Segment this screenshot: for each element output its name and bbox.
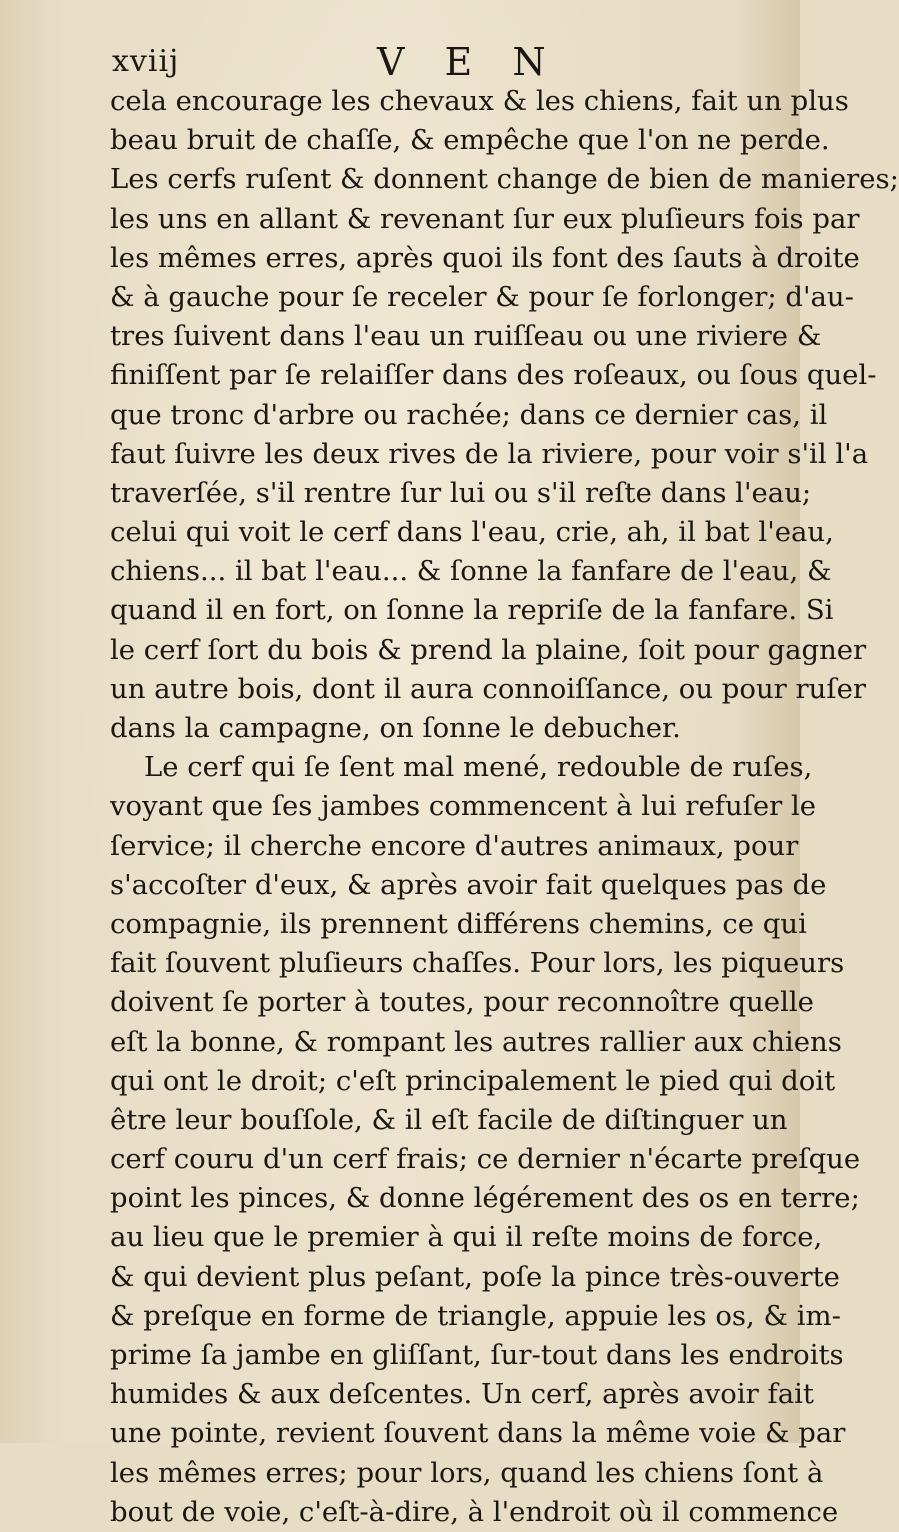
text-line: faut ſuivre les deux rives de la riviere, pour voir s'il l'a bbox=[110, 437, 869, 470]
text-line: que tronc d'arbre ou rachée; dans ce dernier cas, il bbox=[110, 398, 828, 431]
text-line: traverſée, s'il rentre ſur lui ou s'il reſte dans l'eau; bbox=[110, 476, 812, 509]
text-line: & à gauche pour ſe receler & pour ſe forlonger; d'au- bbox=[110, 280, 854, 313]
running-head: V E N bbox=[377, 40, 560, 84]
text-line: & qui devient plus peſant, poſe la pince très-ouverte bbox=[110, 1260, 840, 1293]
page-number: xviij bbox=[112, 44, 180, 79]
text-line: fait ſouvent pluſieurs chaſſes. Pour lors, les piqueurs bbox=[110, 947, 845, 980]
text-line: un autre bois, dont il aura connoiſſance, ou pour ruſer bbox=[110, 672, 866, 705]
text-line: & preſque en forme de triangle, appuie les os, & im- bbox=[110, 1299, 841, 1332]
text-line: doivent ſe porter à toutes, pour reconnoître quelle bbox=[110, 986, 814, 1019]
text-line: tres ſuivent dans l'eau un ruiſſeau ou une riviere & bbox=[110, 320, 822, 353]
text-line: voyant que ſes jambes commencent à lui refuſer le bbox=[110, 790, 817, 823]
text-line: Les cerfs ruſent & donnent change de bien de manieres; bbox=[110, 163, 899, 196]
text-line: celui qui voit le cerf dans l'eau, crie, ah, il bat l'eau, bbox=[110, 516, 834, 549]
paragraph-end-line: dans la campagne, on ſonne le debucher. bbox=[110, 712, 681, 744]
text-line: une pointe, revient ſouvent dans la même voie & par bbox=[110, 1417, 846, 1450]
text-line: être leur bouſſole, & il eſt facile de diſtinguer un bbox=[110, 1103, 788, 1136]
text-line: eſt la bonne, & rompant les autres rallier aux chiens bbox=[110, 1025, 842, 1058]
text-line: qui ont le droit; c'eſt principalement le pied qui doit bbox=[110, 1064, 836, 1097]
text-line: le cerf ſort du bois & prend la plaine, ſoit pour gagner bbox=[110, 633, 867, 666]
text-line: compagnie, ils prennent différens chemins, ce qui bbox=[110, 907, 807, 940]
text-line: humides & aux deſcentes. Un cerf, après avoir fait bbox=[110, 1378, 814, 1411]
text-line: les mêmes erres, après quoi ils font des ſauts à droite bbox=[110, 241, 860, 274]
text-line: cerf couru d'un cerf frais; ce dernier n'écarte preſque bbox=[110, 1143, 861, 1176]
text-line: cela encourage les chevaux & les chiens, fait un plus bbox=[110, 85, 849, 117]
text-line: les uns en allant & revenant ſur eux pluſieurs fois par bbox=[110, 202, 860, 235]
text-line: finiſſent par ſe relaiſſer dans des roſeaux, ou ſous quel- bbox=[110, 359, 877, 392]
text-line: chiens... il bat l'eau... & ſonne la fanfare de l'eau, & bbox=[110, 555, 832, 588]
text-line: beau bruit de chaſſe, & empêche que l'on ne perde. bbox=[110, 124, 830, 157]
text-line: point les pinces, & donne légérement des os en terre; bbox=[110, 1182, 860, 1215]
text-line: les mêmes erres; pour lors, quand les chiens ſont à bbox=[110, 1456, 824, 1489]
page-header bbox=[112, 40, 732, 84]
text-line: ſervice; il cherche encore d'autres animaux, pour bbox=[110, 829, 799, 862]
text-line: au lieu que le premier à qui il reſte moins de force, bbox=[110, 1221, 823, 1254]
text-line: s'accoſter d'eux, & après avoir fait quelques pas de bbox=[110, 868, 827, 901]
text-line: prime ſa jambe en gliſſant, ſur-tout dans les endroits bbox=[110, 1339, 844, 1371]
body-text bbox=[110, 82, 899, 1532]
text-line: bout de voie, c'eſt-à-dire, à l'endroit où il commence bbox=[110, 1495, 839, 1528]
text-line: quand il en fort, on ſonne la repriſe de la fanfare. Si bbox=[110, 594, 834, 627]
paragraph-start-line: Le cerf qui ſe ſent mal mené, redouble de ruſes, bbox=[144, 751, 813, 784]
